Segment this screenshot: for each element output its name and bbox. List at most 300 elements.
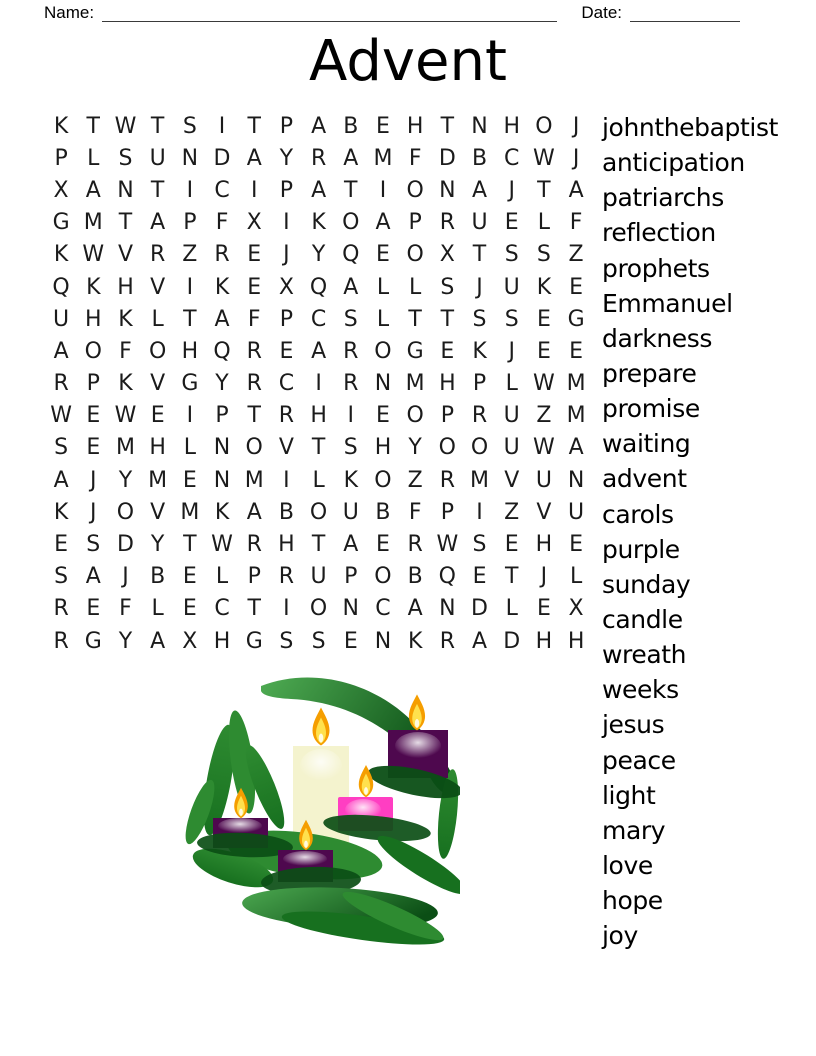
grid-letter: R: [246, 532, 262, 558]
grid-letter: O: [116, 499, 135, 525]
grid-letter: U: [503, 274, 520, 300]
grid-letter: U: [535, 467, 552, 493]
grid-letter: H: [117, 274, 134, 300]
grid-letter: A: [407, 596, 423, 622]
grid-letter: R: [310, 145, 327, 171]
grid-letter: P: [86, 371, 100, 397]
grid-letter: N: [374, 628, 392, 654]
grid-letter: L: [183, 435, 196, 461]
grid-letter: K: [536, 274, 552, 300]
grid-letter: N: [117, 177, 134, 203]
grid-letter: P: [408, 210, 422, 236]
grid-letter: K: [214, 499, 230, 525]
grid-letter: X: [278, 274, 294, 300]
grid-letter: H: [535, 532, 553, 558]
grid-letter: S: [504, 306, 519, 332]
grid-letter: H: [406, 113, 424, 139]
grid-letter: W: [533, 145, 555, 171]
grid-letter: T: [440, 113, 455, 139]
grid-letter: U: [568, 499, 585, 525]
grid-letter: G: [406, 338, 424, 364]
word-item: patriarchs: [602, 183, 724, 213]
grid-letter: O: [245, 435, 263, 461]
grid-letter: S: [86, 532, 101, 558]
word-item: mary: [602, 815, 666, 845]
grid-letter: Q: [438, 564, 456, 590]
grid-letter: E: [279, 338, 294, 364]
grid-letter: P: [247, 564, 261, 590]
grid-letter: Z: [407, 467, 423, 493]
word-item: jesus: [602, 710, 665, 740]
word-item: prophets: [602, 253, 710, 283]
grid-letter: S: [343, 435, 358, 461]
grid-letter: Z: [536, 403, 552, 429]
word-list: [602, 110, 778, 953]
grid-letter: Y: [118, 628, 133, 654]
grid-letter: S: [343, 306, 358, 332]
grid-letter: Q: [342, 242, 360, 268]
grid-letter: O: [406, 177, 424, 203]
grid-letter: C: [504, 145, 520, 171]
grid-letter: R: [343, 338, 359, 364]
word-item: hope: [602, 886, 663, 916]
purple-candle-top-right: [388, 694, 448, 778]
grid-letter: W: [50, 403, 72, 429]
grid-letter: A: [85, 177, 101, 203]
grid-letter: J: [572, 113, 580, 139]
grid-letter: P: [279, 306, 294, 332]
grid-letter: N: [181, 145, 199, 171]
grid-letter: U: [471, 210, 488, 236]
grid-letter: T: [537, 177, 551, 203]
grid-letter: N: [567, 467, 585, 493]
grid-letter: M: [148, 467, 168, 493]
grid-letter: E: [472, 564, 487, 590]
grid-letter: I: [283, 596, 290, 622]
grid-letter: T: [150, 113, 165, 139]
grid-letter: D: [438, 145, 456, 171]
word-item: peace: [602, 745, 676, 775]
grid-letter: O: [148, 338, 167, 364]
grid-letter: X: [246, 210, 262, 236]
word-item: weeks: [602, 675, 679, 705]
grid-letter: J: [540, 564, 548, 590]
grid-letter: E: [440, 338, 455, 364]
grid-letter: W: [114, 403, 137, 429]
grid-letter: N: [374, 371, 392, 397]
grid-letter: U: [503, 435, 520, 461]
grid-letter: R: [53, 628, 69, 654]
grid-letter: C: [214, 177, 230, 203]
grid-letter: A: [343, 145, 359, 171]
grid-letter: M: [244, 467, 264, 493]
grid-letter: E: [376, 242, 390, 268]
grid-letter: Y: [279, 145, 294, 171]
grid-letter: R: [407, 532, 423, 558]
date-label: Date:: [581, 3, 622, 22]
word-item: joy: [602, 921, 638, 951]
grid-letter: Q: [213, 338, 231, 364]
grid-letter: T: [247, 403, 261, 429]
grid-letter: T: [472, 242, 487, 268]
grid-letter: S: [504, 242, 519, 268]
grid-letter: M: [566, 371, 586, 397]
grid-letter: P: [279, 113, 294, 139]
grid-letter: T: [247, 113, 261, 139]
grid-letter: E: [343, 628, 358, 654]
grid-letter: O: [374, 338, 392, 364]
grid-letter: R: [246, 371, 262, 397]
grid-letter: P: [440, 403, 454, 429]
name-input-line[interactable]: [102, 4, 557, 22]
grid-letter: S: [54, 435, 69, 461]
grid-letter: E: [536, 338, 551, 364]
grid-letter: Z: [504, 499, 520, 525]
grid-letter: N: [439, 177, 456, 203]
grid-letter: A: [343, 274, 359, 300]
grid-letter: R: [439, 628, 455, 654]
worksheet-header: [44, 3, 740, 23]
grid-letter: S: [182, 113, 197, 139]
grid-letter: N: [439, 596, 456, 622]
grid-letter: W: [436, 532, 459, 558]
grid-letter: T: [150, 177, 165, 203]
word-item: reflection: [602, 218, 716, 248]
grid-letter: H: [310, 403, 327, 429]
grid-letter: L: [87, 145, 100, 171]
grid-letter: R: [53, 596, 69, 622]
grid-letter: M: [115, 435, 135, 461]
grid-letter: T: [183, 532, 197, 558]
grid-letter: O: [406, 403, 424, 429]
puzzle-title: Advent: [309, 29, 507, 94]
word-item: waiting: [602, 429, 691, 459]
grid-letter: L: [312, 467, 325, 493]
grid-letter: O: [470, 435, 489, 461]
grid-letter: T: [86, 113, 100, 139]
grid-letter: E: [86, 403, 101, 429]
grid-letter: L: [569, 564, 583, 590]
word-item: Emmanuel: [602, 288, 733, 318]
grid-letter: A: [311, 177, 327, 203]
grid-letter: Q: [309, 274, 328, 300]
grid-letter: I: [476, 499, 483, 525]
advent-wreath-illustration: [185, 672, 460, 957]
grid-letter: E: [569, 274, 584, 300]
grid-letter: K: [118, 306, 133, 332]
grid-letter: I: [283, 210, 290, 236]
grid-letter: V: [504, 467, 520, 493]
grid-letter: A: [150, 628, 166, 654]
grid-letter: O: [374, 467, 392, 493]
grid-letter: D: [116, 532, 134, 558]
word-item: darkness: [602, 323, 713, 353]
grid-letter: T: [311, 435, 326, 461]
grid-letter: Y: [408, 435, 422, 461]
grid-letter: K: [472, 338, 487, 364]
grid-letter: E: [569, 532, 584, 558]
grid-letter: L: [505, 371, 518, 397]
grid-letter: S: [118, 145, 133, 171]
grid-letter: U: [342, 499, 359, 525]
grid-letter: H: [149, 435, 166, 461]
grid-letter: B: [150, 564, 166, 590]
grid-letter: O: [309, 596, 328, 622]
grid-letter: I: [283, 467, 290, 493]
grid-letter: K: [311, 210, 326, 236]
word-item: carols: [602, 499, 674, 529]
grid-letter: E: [536, 306, 551, 332]
grid-letter: Y: [311, 242, 326, 268]
word-item: light: [602, 780, 656, 810]
grid-letter: G: [52, 210, 70, 236]
grid-letter: O: [374, 564, 392, 590]
grid-letter: T: [247, 596, 261, 622]
grid-letter: E: [504, 210, 519, 236]
grid-letter: A: [53, 467, 69, 493]
grid-letter: E: [247, 242, 262, 268]
grid-letter: M: [470, 467, 490, 493]
grid-letter: E: [182, 564, 197, 590]
grid-letter: J: [122, 564, 129, 590]
grid-letter: A: [343, 532, 359, 558]
grid-letter: E: [182, 596, 197, 622]
grid-letter: V: [278, 435, 294, 461]
grid-letter: H: [567, 628, 585, 654]
grid-letter: A: [150, 210, 166, 236]
grid-letter: D: [471, 596, 488, 622]
grid-letter: F: [247, 306, 261, 332]
grid-letter: I: [186, 274, 194, 300]
name-label: Name:: [44, 3, 95, 22]
grid-letter: J: [572, 145, 580, 171]
grid-letter: E: [569, 338, 584, 364]
grid-letter: L: [376, 306, 390, 332]
grid-letter: V: [117, 242, 133, 268]
grid-letter: L: [151, 596, 164, 622]
grid-letter: J: [476, 274, 483, 300]
grid-letter: Z: [182, 242, 198, 268]
grid-letter: B: [407, 564, 423, 590]
grid-letter: A: [311, 113, 327, 139]
grid-letter: I: [250, 177, 258, 203]
grid-letter: L: [537, 210, 551, 236]
grid-letter: E: [504, 532, 519, 558]
grid-letter: W: [533, 435, 555, 461]
word-item: anticipation: [602, 148, 745, 178]
grid-letter: R: [343, 371, 359, 397]
grid-letter: X: [568, 596, 584, 622]
grid-letter: W: [114, 113, 137, 139]
grid-letter: A: [246, 499, 262, 525]
grid-letter: E: [150, 403, 165, 429]
grid-letter: P: [344, 564, 358, 590]
grid-letter: G: [84, 628, 102, 654]
grid-letter: S: [54, 564, 69, 590]
grid-letter: O: [438, 435, 456, 461]
grid-letter: L: [376, 274, 390, 300]
grid-letter: R: [214, 242, 230, 268]
grid-letter: L: [505, 596, 518, 622]
grid-letter: T: [183, 306, 197, 332]
grid-letter: D: [213, 145, 231, 171]
grid-letter: C: [214, 596, 230, 622]
grid-letter: I: [315, 371, 322, 397]
grid-letter: O: [84, 338, 102, 364]
grid-letter: F: [215, 210, 229, 236]
word-item: sunday: [602, 569, 691, 599]
grid-letter: H: [85, 306, 102, 332]
grid-letter: C: [310, 306, 327, 332]
grid-letter: F: [119, 338, 132, 364]
grid-letter: U: [310, 564, 327, 590]
grid-letter: A: [472, 177, 488, 203]
grid-letter: M: [566, 403, 586, 429]
grid-letter: Y: [118, 467, 133, 493]
grid-letter: H: [535, 628, 553, 654]
letter-grid: [45, 110, 592, 657]
word-item: love: [602, 850, 653, 880]
grid-letter: E: [376, 532, 390, 558]
grid-letter: N: [213, 467, 231, 493]
grid-letter: W: [82, 242, 105, 268]
grid-letter: K: [407, 628, 423, 654]
grid-letter: J: [90, 467, 97, 493]
grid-letter: X: [439, 242, 455, 268]
grid-letter: P: [215, 403, 229, 429]
date-input-line[interactable]: [630, 4, 740, 22]
grid-letter: Q: [52, 274, 70, 300]
grid-letter: X: [182, 628, 198, 654]
grid-letter: M: [180, 499, 200, 525]
grid-letter: S: [472, 306, 487, 332]
grid-letter: G: [567, 306, 585, 332]
grid-letter: J: [508, 177, 515, 203]
grid-letter: T: [118, 210, 133, 236]
grid-letter: I: [218, 113, 226, 139]
grid-letter: Y: [215, 371, 229, 397]
grid-letter: M: [373, 145, 393, 171]
grid-letter: T: [344, 177, 358, 203]
grid-letter: A: [311, 338, 327, 364]
grid-letter: S: [279, 628, 294, 654]
grid-letter: K: [86, 274, 101, 300]
grid-letter: E: [376, 113, 390, 139]
grid-letter: I: [379, 177, 387, 203]
grid-letter: L: [215, 564, 229, 590]
grid-letter: G: [181, 371, 199, 397]
grid-letter: M: [405, 371, 425, 397]
grid-letter: K: [214, 274, 230, 300]
word-item: promise: [602, 394, 700, 424]
grid-letter: Z: [568, 242, 584, 268]
grid-letter: A: [375, 210, 391, 236]
grid-letter: D: [503, 628, 521, 654]
grid-letter: A: [568, 177, 584, 203]
grid-letter: U: [149, 145, 166, 171]
grid-letter: H: [278, 532, 295, 558]
word-item: purple: [602, 534, 680, 564]
grid-letter: O: [342, 210, 360, 236]
grid-letter: J: [283, 242, 290, 268]
grid-letter: E: [536, 596, 551, 622]
grid-letter: E: [247, 274, 262, 300]
grid-letter: K: [343, 467, 358, 493]
grid-letter: O: [406, 242, 424, 268]
grid-letter: E: [182, 467, 197, 493]
grid-letter: B: [343, 113, 359, 139]
grid-letter: T: [311, 532, 326, 558]
grid-letter: H: [439, 371, 456, 397]
grid-letter: J: [508, 338, 515, 364]
grid-letter: N: [471, 113, 488, 139]
grid-letter: P: [472, 371, 487, 397]
grid-letter: J: [90, 499, 97, 525]
grid-letter: R: [439, 467, 455, 493]
grid-letter: K: [53, 113, 69, 139]
grid-letter: L: [151, 306, 164, 332]
word-item: johnthebaptist: [602, 113, 778, 142]
grid-letter: P: [440, 499, 454, 525]
grid-letter: I: [347, 403, 355, 429]
grid-letter: W: [533, 371, 555, 397]
grid-letter: P: [183, 210, 197, 236]
grid-letter: A: [568, 435, 584, 461]
grid-letter: C: [278, 371, 295, 397]
grid-letter: E: [86, 596, 101, 622]
grid-letter: I: [186, 403, 194, 429]
grid-letter: F: [569, 210, 583, 236]
grid-letter: B: [375, 499, 391, 525]
grid-letter: Y: [150, 532, 165, 558]
grid-letter: K: [53, 499, 69, 525]
grid-letter: H: [374, 435, 392, 461]
grid-letter: M: [83, 210, 103, 236]
grid-letter: B: [278, 499, 294, 525]
grid-letter: I: [186, 177, 194, 203]
grid-letter: A: [214, 306, 230, 332]
grid-letter: R: [278, 564, 295, 590]
grid-letter: T: [408, 306, 422, 332]
grid-letter: B: [471, 145, 488, 171]
grid-letter: T: [440, 306, 455, 332]
grid-letter: P: [54, 145, 68, 171]
word-item: candle: [602, 604, 683, 634]
grid-letter: H: [503, 113, 520, 139]
grid-letter: S: [311, 628, 326, 654]
grid-letter: A: [472, 628, 488, 654]
grid-letter: S: [472, 532, 487, 558]
grid-letter: T: [504, 564, 519, 590]
grid-letter: O: [309, 499, 328, 525]
grid-letter: R: [53, 371, 69, 397]
grid-letter: E: [86, 435, 101, 461]
grid-letter: F: [408, 145, 422, 171]
grid-letter: R: [150, 242, 166, 268]
grid-letter: A: [246, 145, 262, 171]
word-item: advent: [602, 464, 687, 494]
grid-letter: P: [279, 177, 294, 203]
grid-letter: N: [342, 596, 360, 622]
grid-letter: S: [536, 242, 551, 268]
grid-letter: F: [408, 499, 422, 525]
grid-letter: X: [53, 177, 69, 203]
grid-letter: C: [375, 596, 391, 622]
grid-letter: U: [53, 306, 70, 332]
grid-letter: V: [536, 499, 552, 525]
grid-letter: S: [440, 274, 455, 300]
grid-letter: K: [53, 242, 69, 268]
